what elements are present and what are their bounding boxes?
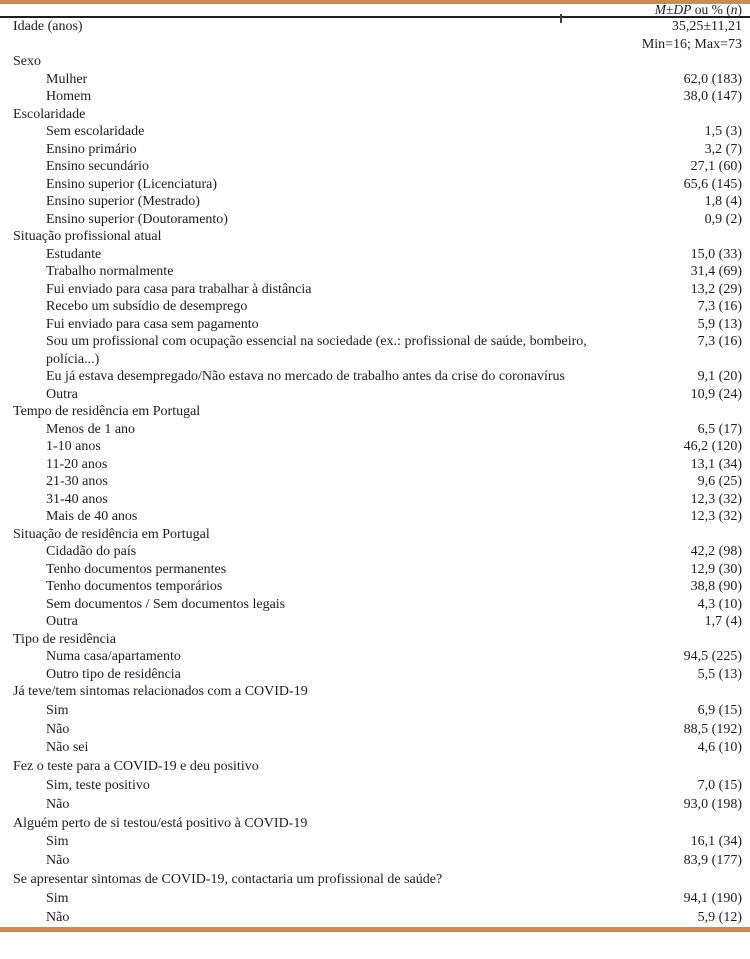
table-row-item bbox=[0, 833, 750, 852]
table-row-item bbox=[0, 648, 750, 666]
row-value: 4,3 (10) bbox=[697, 596, 742, 612]
table-row-item bbox=[0, 316, 750, 334]
row-label: Sexo bbox=[13, 54, 41, 69]
row-label: Não bbox=[46, 853, 70, 869]
table-row-item bbox=[0, 473, 750, 491]
table-row-section bbox=[0, 403, 750, 421]
table-row-item bbox=[0, 281, 750, 299]
row-label: Já teve/tem sintomas relacionados com a COVID-19 bbox=[13, 684, 308, 699]
table-row-section bbox=[0, 36, 750, 54]
table-row-item bbox=[0, 176, 750, 194]
row-label: Menos de 1 ano bbox=[46, 421, 136, 437]
row-value: 1,5 (3) bbox=[704, 124, 742, 139]
value-column-header-part: n bbox=[730, 2, 738, 17]
table-row-item bbox=[0, 246, 750, 264]
value-column-header-part: ou % ( bbox=[691, 2, 731, 17]
row-value: 65,6 (145) bbox=[683, 176, 742, 192]
row-label: Tenho documentos temporários bbox=[46, 579, 223, 594]
table-row-item bbox=[0, 123, 750, 141]
table-row-section bbox=[0, 758, 750, 777]
row-value: 88,5 (192) bbox=[683, 721, 742, 737]
table-row-item bbox=[0, 491, 750, 509]
table-row-item bbox=[0, 368, 750, 386]
value-column-header-part: M±DP bbox=[654, 2, 692, 17]
table-row-item bbox=[0, 158, 750, 176]
row-value: 38,8 (90) bbox=[690, 579, 742, 594]
row-label: Outra bbox=[46, 386, 78, 402]
table-row-section bbox=[0, 815, 750, 834]
row-value: 0,9 (2) bbox=[704, 211, 742, 227]
row-label: Se apresentar sintomas de COVID-19, contactaria um profissional de saúde? bbox=[13, 871, 443, 887]
table-row-item bbox=[0, 438, 750, 456]
row-label: Recebo um subsídio de desemprego bbox=[46, 299, 248, 314]
row-label: Sou um profissional com ocupação essencial na sociedade (ex.: profissional de saúde, bombeiro, polícia...) bbox=[46, 334, 587, 367]
row-value: 38,0 (147) bbox=[683, 89, 742, 104]
row-label: Não bbox=[46, 721, 70, 737]
row-value: Min=16; Max=73 bbox=[641, 36, 742, 52]
table-row-item bbox=[0, 508, 750, 526]
value-column-header-part: ) bbox=[737, 2, 742, 17]
row-label: Não bbox=[46, 796, 70, 812]
table-row-item bbox=[0, 386, 750, 404]
row-value: 12,9 (30) bbox=[690, 561, 742, 577]
row-label: Mais de 40 anos bbox=[46, 509, 138, 524]
row-value: 4,6 (10) bbox=[697, 740, 742, 756]
table-row-section bbox=[0, 228, 750, 246]
row-value: 93,0 (198) bbox=[683, 796, 742, 812]
row-label: Sem escolaridade bbox=[46, 124, 145, 139]
row-label: Outra bbox=[46, 614, 78, 629]
row-value: 62,0 (183) bbox=[683, 71, 742, 87]
table-row-section bbox=[0, 53, 750, 71]
table-row-item bbox=[0, 421, 750, 439]
row-label: Sim bbox=[46, 702, 69, 718]
row-label: Estudante bbox=[46, 246, 102, 262]
row-label: Tenho documentos permanentes bbox=[46, 561, 227, 577]
row-label: Ensino secundário bbox=[46, 159, 150, 174]
row-label: Não bbox=[46, 909, 70, 925]
table-row-item bbox=[0, 193, 750, 211]
table-row-section bbox=[0, 106, 750, 124]
table-header-row bbox=[0, 4, 750, 18]
row-label: Eu já estava desempregado/Não estava no mercado de trabalho antes da crise do coronavírus bbox=[46, 369, 565, 384]
row-label: Sem documentos / Sem documentos legais bbox=[46, 596, 286, 612]
row-value: 83,9 (177) bbox=[683, 853, 742, 869]
table-row-item bbox=[0, 263, 750, 281]
table-row-item bbox=[0, 666, 750, 684]
table-row-item bbox=[0, 613, 750, 631]
row-value: 5,9 (12) bbox=[697, 909, 742, 925]
row-label: Ensino superior (Licenciatura) bbox=[46, 176, 218, 192]
table-row-section bbox=[0, 526, 750, 544]
row-label: Homem bbox=[46, 89, 92, 104]
row-value: 9,1 (20) bbox=[697, 369, 742, 384]
row-label: Mulher bbox=[46, 71, 88, 87]
table-row-item bbox=[0, 702, 750, 721]
row-label: Situação profissional atual bbox=[13, 229, 162, 244]
row-value: 9,6 (25) bbox=[697, 474, 742, 489]
row-value: 35,25±11,21 bbox=[671, 19, 742, 34]
row-value: 12,3 (32) bbox=[690, 509, 742, 524]
table-row-item bbox=[0, 333, 750, 368]
row-value: 6,9 (15) bbox=[697, 702, 742, 718]
row-label: Ensino superior (Doutoramento) bbox=[46, 211, 228, 227]
row-label: Situação de residência em Portugal bbox=[13, 526, 210, 542]
row-label: Fui enviado para casa sem pagamento bbox=[46, 316, 259, 332]
table-row-item bbox=[0, 852, 750, 871]
table-row-item bbox=[0, 211, 750, 229]
row-label: Alguém perto de si testou/está positivo à COVID-19 bbox=[13, 815, 308, 831]
row-value: 31,4 (69) bbox=[690, 264, 742, 279]
table-row-item bbox=[0, 88, 750, 106]
table-row-section bbox=[0, 683, 750, 702]
row-label: Trabalho normalmente bbox=[46, 264, 174, 279]
row-label: Sim bbox=[46, 890, 69, 906]
table-row-item bbox=[0, 456, 750, 474]
row-label: Tipo de residência bbox=[13, 631, 116, 647]
row-value: 27,1 (60) bbox=[690, 159, 742, 174]
row-label: Fui enviado para casa para trabalhar à distância bbox=[46, 281, 312, 297]
row-value: 1,8 (4) bbox=[704, 194, 742, 209]
value-column-header bbox=[655, 3, 742, 16]
table-row-item bbox=[0, 721, 750, 740]
row-label: Outro tipo de residência bbox=[46, 666, 181, 682]
table-row-item bbox=[0, 890, 750, 909]
row-label: Numa casa/apartamento bbox=[46, 649, 181, 664]
row-value: 6,5 (17) bbox=[697, 421, 742, 437]
table-row-item bbox=[0, 909, 750, 928]
table-row-item bbox=[0, 596, 750, 614]
row-value: 12,3 (32) bbox=[690, 491, 742, 507]
row-label: 1-10 anos bbox=[46, 439, 101, 454]
row-value: 94,5 (225) bbox=[683, 649, 742, 664]
table-row-item bbox=[0, 739, 750, 758]
row-label: Cidadão do país bbox=[46, 544, 137, 559]
row-value: 3,2 (7) bbox=[704, 141, 742, 157]
table-bottom-rule bbox=[0, 927, 750, 932]
row-label: 11-20 anos bbox=[46, 456, 108, 472]
row-value: 7,0 (15) bbox=[697, 777, 742, 793]
table-row-section bbox=[0, 871, 750, 890]
row-value: 16,1 (34) bbox=[690, 834, 742, 850]
row-value: 1,7 (4) bbox=[704, 614, 742, 629]
table-row-item bbox=[0, 298, 750, 316]
row-label: Ensino primário bbox=[46, 141, 137, 157]
row-label: 31-40 anos bbox=[46, 491, 108, 507]
row-label: Não sei bbox=[46, 740, 89, 756]
row-label: Tempo de residência em Portugal bbox=[13, 404, 201, 419]
row-value: 13,2 (29) bbox=[690, 281, 742, 297]
table-row-item bbox=[0, 561, 750, 579]
row-value: 15,0 (33) bbox=[690, 246, 742, 262]
row-value: 42,2 (98) bbox=[690, 544, 742, 559]
table-row-item bbox=[0, 578, 750, 596]
table-row-item bbox=[0, 796, 750, 815]
row-label: Sim bbox=[46, 834, 69, 850]
row-value: 46,2 (120) bbox=[683, 439, 742, 454]
row-label: Ensino superior (Mestrado) bbox=[46, 194, 200, 209]
row-label: 21-30 anos bbox=[46, 474, 108, 489]
row-value: 5,9 (13) bbox=[697, 316, 742, 332]
row-label: Sim, teste positivo bbox=[46, 777, 150, 793]
row-value: 7,3 (16) bbox=[697, 299, 742, 314]
row-value: 5,5 (13) bbox=[697, 666, 742, 682]
row-label: Fez o teste para a COVID-19 e deu positivo bbox=[13, 759, 259, 775]
header-column-tick bbox=[560, 14, 562, 23]
table-row-section bbox=[0, 631, 750, 649]
row-value: 13,1 (34) bbox=[690, 456, 742, 472]
table-row-item bbox=[0, 543, 750, 561]
row-value: 94,1 (190) bbox=[683, 890, 742, 906]
table-row-item bbox=[0, 777, 750, 796]
row-value: 7,3 (16) bbox=[697, 334, 742, 349]
row-label: Escolaridade bbox=[13, 106, 86, 122]
row-value: 10,9 (24) bbox=[690, 386, 742, 402]
table-row-section bbox=[0, 18, 750, 36]
table-row-item bbox=[0, 71, 750, 89]
table-row-item bbox=[0, 141, 750, 159]
table-body bbox=[0, 18, 750, 927]
row-label: Idade (anos) bbox=[13, 19, 83, 34]
